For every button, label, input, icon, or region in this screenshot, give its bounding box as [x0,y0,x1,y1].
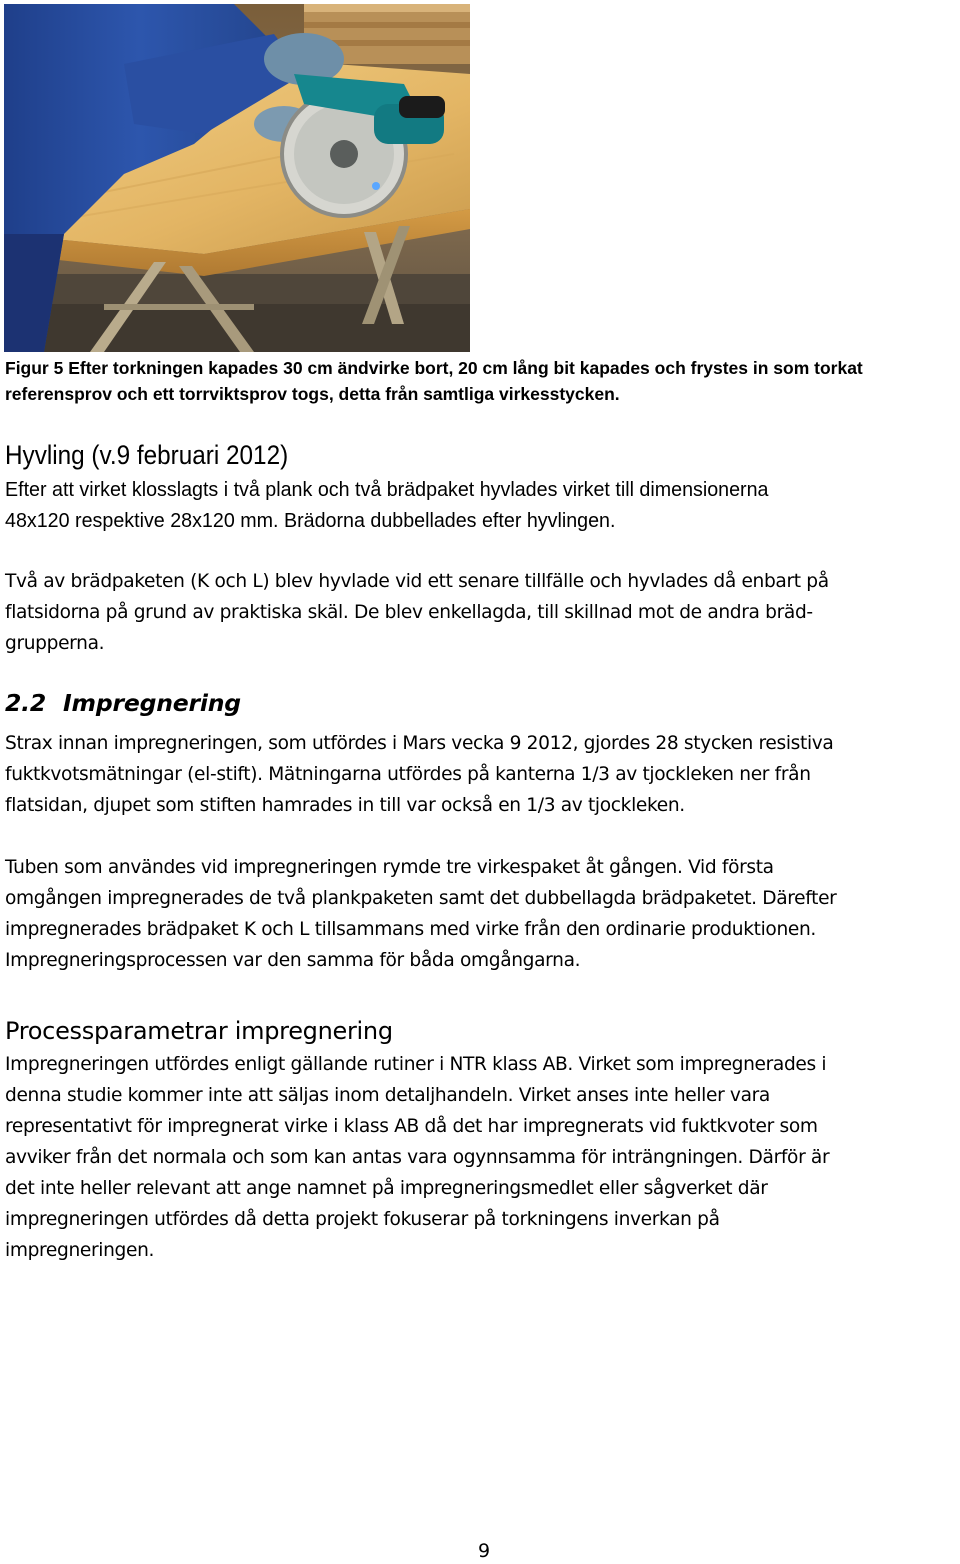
hyvling-paragraph-2 [5,566,955,659]
text-line: Efter att virket klosslagts i två plank och två brädpaket hyvlades virket till dimensionerna [5,478,769,501]
text-line: representativt för impregnerat virke i klass AB då det har impregnerats vid fuktkvoter som [5,1116,818,1137]
circular-saw-photo [4,4,470,352]
text-line: Impregneringen utfördes enligt gällande rutiner i NTR klass AB. Virket som impregnerades i [5,1054,827,1075]
text-line: avviker från det normala och som kan antas vara ogynnsamma för inträngningen. Därför är [5,1147,830,1168]
impregnering-paragraph-1 [5,728,955,821]
text-line: impregneringen utfördes då detta projekt fokuserar på torkningens inverkan på [5,1209,720,1230]
section-heading-impregnering [5,686,241,720]
text-line: Strax innan impregneringen, som utfördes i Mars vecka 9 2012, gjordes 28 stycken resistiva [5,733,834,754]
text-line: det inte heller relevant att ange namnet på impregneringsmedlet eller sågverket där [5,1178,768,1199]
section-title: Impregnering [63,689,241,717]
text-line: 48x120 respektive 28x120 mm. Brädorna dubbellades efter hyvlingen. [5,509,616,532]
caption-line: referensprov och ett torrviktsprov togs, detta från samtliga virkesstycken. [5,384,620,404]
hyvling-paragraph [5,474,917,536]
section-number: 2.2 [5,689,47,717]
text-line: omgången impregnerades de två plankpaketen samt det dubbellagda brädpaketet. Därefter [5,888,837,909]
text-line: fuktkvotsmätningar (el-stift). Mätningarna utfördes på kanterna 1/3 av tjockleken ner från [5,764,811,785]
text-line: Impregneringsprocessen var den samma för båda omgångarna. [5,950,581,971]
text-line: impregneringen. [5,1240,155,1261]
process-heading: Processparametrar impregnering [5,1017,393,1045]
caption-line: Figur 5 Efter torkningen kapades 30 cm ändvirke bort, 20 cm lång bit kapades och frystes in som torkat [5,358,863,378]
process-paragraph [5,1049,955,1266]
text-line: flatsidorna på grund av praktiska skäl. De blev enkellagda, till skillnad mot de andra bräd- [5,602,813,623]
figure-caption [5,355,945,407]
text-line: grupperna. [5,633,105,654]
text-line: impregnerades brädpaket K och L tillsammans med virke från den ordinarie produktionen. [5,919,816,940]
page-number: 9 [478,1540,491,1562]
hyvling-heading: Hyvling (v.9 februari 2012) [5,440,289,470]
text-line: denna studie kommer inte att säljas inom detaljhandeln. Virket anses inte heller vara [5,1085,770,1106]
text-line: Tuben som användes vid impregneringen rymde tre virkespaket åt gången. Vid första [5,857,774,878]
figure-photo [4,4,470,352]
text-line: Två av brädpaketen (K och L) blev hyvlade vid ett senare tillfälle och hyvlades då enbart på [5,571,829,592]
text-line: flatsidan, djupet som stiften hamrades in till var också en 1/3 av tjockleken. [5,795,685,816]
impregnering-paragraph-2 [5,852,955,976]
